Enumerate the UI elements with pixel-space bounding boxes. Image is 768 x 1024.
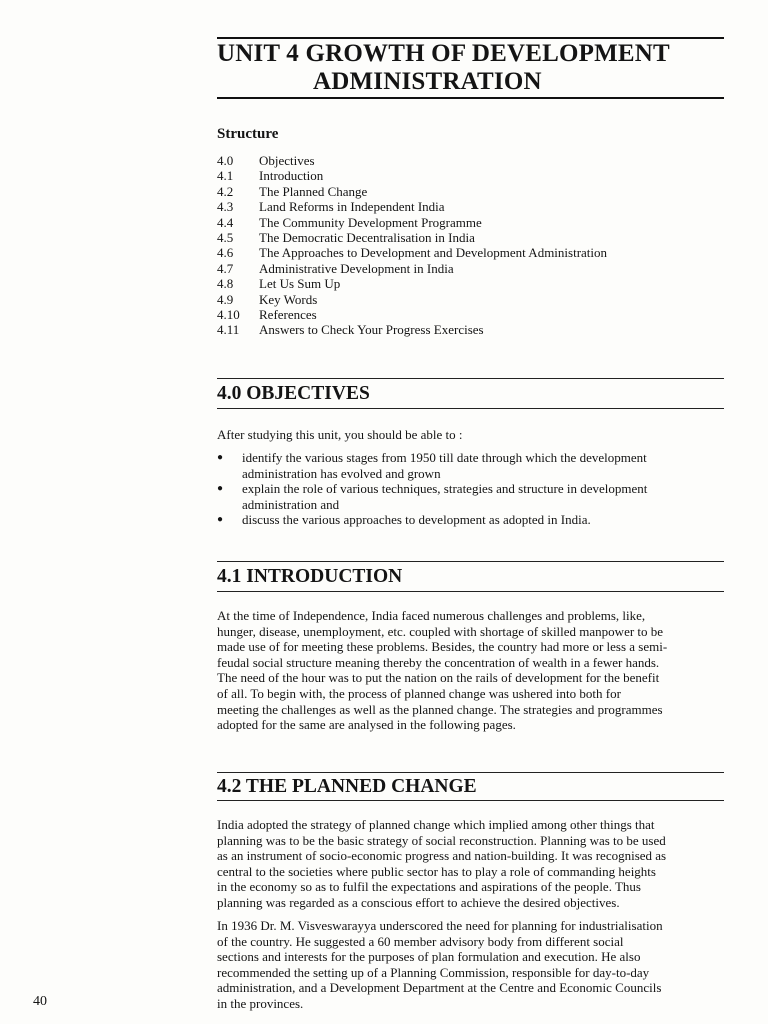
objective-text-line: identify the various stages from 1950 till date through which the development (242, 450, 647, 465)
bullet-marker: ● (217, 452, 224, 463)
planned-change-top-rule (217, 772, 724, 773)
title-top-rule (217, 37, 724, 39)
objective-text (242, 450, 727, 481)
text-line: in the economy so as to fulfil the expectations and aspirations of the people. Thus (217, 879, 641, 895)
structure-item (217, 184, 724, 199)
title-bottom-rule (217, 97, 724, 99)
structure-item-number: 4.2 (217, 183, 234, 199)
bullet-marker: ● (217, 483, 224, 495)
objectives-intro: After studying this unit, you should be able to : (217, 427, 463, 442)
structure-heading: Structure (217, 126, 279, 142)
structure-item-label: Answers to Check Your Progress Exercises (259, 322, 484, 338)
text-line: in the provinces. (217, 995, 304, 1011)
structure-item-number: 4.7 (217, 260, 234, 276)
introduction-paragraph (217, 608, 727, 733)
text-line: At the time of Independence, India faced numerous challenges and problems, like, (217, 608, 646, 623)
structure-item-label: The Community Development Programme (259, 214, 482, 230)
structure-item-number: 4.4 (217, 214, 234, 230)
unit-title-line-1: UNIT 4 GROWTH OF DEVELOPMENT (217, 40, 670, 67)
text-line: meeting the challenges as well as the planned change. The strategies and programmes (217, 701, 663, 717)
objective-text-line: administration and (242, 496, 340, 512)
structure-item-number: 4.5 (217, 229, 234, 245)
text-line: of the country. He suggested a 60 member advisory body from different social (217, 933, 624, 949)
text-line: The need of the hour was to put the nation on the rails of development for the benefit (217, 670, 660, 686)
text-line: In 1936 Dr. M. Visveswarayya underscored the need for planning for industrialisation (217, 918, 663, 933)
structure-item-number: 4.10 (217, 306, 240, 322)
introduction-bottom-rule (217, 591, 724, 592)
objective-text-line: discuss the various approaches to development as adopted in India. (242, 512, 591, 528)
introduction-top-rule (217, 561, 724, 562)
structure-item (217, 276, 724, 291)
unit-title (217, 40, 724, 96)
structure-item (217, 199, 724, 214)
objective-bullet (217, 512, 727, 528)
page-number: 40 (33, 994, 47, 1009)
structure-item (217, 230, 724, 245)
objective-text (242, 481, 727, 512)
text-line: feudal social structure meaning thereby the concentration of wealth in a fewer hands. (217, 654, 660, 670)
structure-item-label: Let Us Sum Up (259, 276, 341, 292)
objective-bullet (217, 481, 727, 512)
objectives-list (217, 450, 727, 528)
structure-list (217, 153, 724, 338)
bullet-marker: ● (217, 514, 224, 526)
structure-item (217, 292, 724, 307)
objective-bullet (217, 450, 727, 481)
structure-item-label: Objectives (259, 153, 315, 168)
structure-item-number: 4.8 (217, 276, 234, 292)
objectives-bottom-rule (217, 408, 724, 409)
structure-item-label: References (259, 306, 317, 322)
structure-item-number: 4.9 (217, 291, 234, 307)
structure-item-number: 4.6 (217, 245, 234, 261)
text-line: hunger, disease, unemployment, etc. coupled with shortage of skilled manpower to be (217, 623, 664, 639)
text-line: made use of for meeting these problems. Besides, the country had more or less a semi- (217, 639, 668, 655)
structure-item (217, 215, 724, 230)
planned-change-paragraph-2 (217, 918, 727, 1012)
structure-item-number: 4.3 (217, 199, 234, 215)
structure-item-number: 4.0 (217, 153, 234, 168)
objectives-top-rule (217, 378, 724, 379)
text-line: of all. To begin with, the process of planned change was ushered into both for (217, 685, 621, 701)
structure-item-label: The Planned Change (259, 183, 368, 199)
unit-title-line-2: ADMINISTRATION (313, 68, 542, 95)
text-line: adopted for the same are analysed in the following pages. (217, 717, 516, 733)
text-line: as an instrument of socio-economic progress and nation-building. It was recognised as (217, 848, 667, 864)
structure-item-label: Key Words (259, 291, 318, 307)
structure-item-number: 4.11 (217, 322, 240, 338)
text-line: central to the societies where public sector has to play a role of commanding heights (217, 863, 656, 879)
structure-item (217, 245, 724, 260)
structure-item (217, 168, 724, 183)
text-line: India adopted the strategy of planned change which implied among other things that (217, 817, 655, 832)
structure-item-label: The Democratic Decentralisation in India (259, 229, 475, 245)
planned-change-heading: 4.2 THE PLANNED CHANGE (217, 776, 477, 797)
structure-item-number: 4.1 (217, 168, 234, 184)
structure-item-label: Introduction (259, 168, 324, 184)
planned-change-paragraph-1 (217, 817, 727, 911)
objective-text-line: administration has evolved and grown (242, 465, 441, 481)
structure-item (217, 322, 724, 337)
text-line: recommended the setting up of a Planning Commission, responsible for day-to-day (217, 964, 650, 980)
objectives-heading: 4.0 OBJECTIVES (217, 383, 370, 404)
planned-change-bottom-rule (217, 800, 724, 801)
structure-item (217, 153, 724, 168)
structure-item-label: Administrative Development in India (259, 260, 454, 276)
text-line: administration, and a Development Department at the Centre and Economic Councils (217, 980, 662, 996)
structure-item (217, 307, 724, 322)
objective-text-line: explain the role of various techniques, strategies and structure in development (242, 481, 648, 497)
structure-item-label: The Approaches to Development and Development Administration (259, 245, 608, 261)
text-line: planning was to be the basic strategy of social reconstruction. Planning was to be used (217, 832, 666, 848)
structure-item-label: Land Reforms in Independent India (259, 199, 445, 215)
introduction-heading: 4.1 INTRODUCTION (217, 566, 403, 587)
text-line: planning was regarded as a conscious effort to achieve the desired objectives. (217, 894, 620, 910)
objective-text (242, 512, 727, 528)
structure-item (217, 261, 724, 276)
text-line: sections and interests for the purposes of plan formulation and execution. He also (217, 949, 641, 965)
